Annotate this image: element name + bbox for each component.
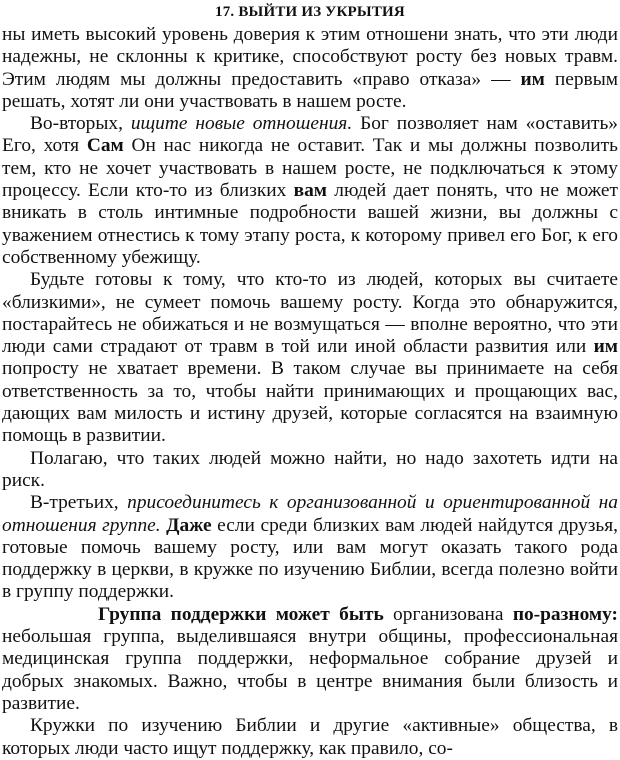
paragraph-5 [2,492,618,603]
text-run: первым решать, хотят ли они участвовать в нашем росте. [2,68,618,112]
bold-run: Даже [166,514,212,536]
bold-run: по-разному: [512,603,619,625]
bold-run: вам [293,180,328,202]
text-run: Бог позволяет нам «оставить» Его, хотя [2,113,618,157]
text-run: Будьте готовы к тому, что кто-то из людей, которых вы считаете «близкими», не сумеет помочь вашему росту. Когда это обнаружится, постарайтесь не обижаться и не возмущаться — вполне вероятно, что эти люди сами страдают от травм в той или иной области развития или [2,269,618,358]
paragraph-4: Полагаю, что таких людей можно найти, но надо захотеть идти на риск. [2,447,618,491]
paragraph-1 [2,24,618,113]
paragraph-6 [2,604,618,715]
paragraph-7: Кружки по изучению Библии и другие «активные» общества, в которых люди часто ищут поддержку, как правило, со- [2,715,618,759]
paragraph-3 [2,269,618,447]
running-header: 17. ВЫЙТИ ИЗ УКРЫТИЯ [215,4,405,20]
page-body [2,24,618,760]
bold-run: им [520,68,545,90]
bold-run: Сам [86,135,124,157]
text-run: В-третьих, [30,492,128,514]
text-run: Он нас никогда не оставит. Так и мы должны позволить тем, кто не хочет участвовать в нашем росте, не подключаться к этому процессу. Если кто-то из близких [2,135,619,202]
bold-run: Группа поддержки может быть [98,603,384,625]
text-run: людей дает понять, что не может вникать в столь интимные подробности вашей жизни, вы должны с уважением отнестись к тому этапу роста, к которому привел его Бог, к его собственному убежищу. [2,180,618,268]
italic-run: ищите новые отношения. [130,113,353,135]
bold-run: им [593,336,618,358]
text-run: ны иметь высокий уровень доверия к этим отношени знать, что эти люди надежны, не склонны к критике, способствуют росту без новых травм. Этим людям мы должны предоставить «право отказа» — [2,24,618,90]
text-run: организована [383,603,513,625]
paragraph-2 [2,113,618,269]
text-run: Во-вторых, [30,113,131,135]
text-run: если среди близких вам людей найдутся друзья, готовые помочь вашему росту, или вам могут оказать такого рода поддержку в церкви, в кружке по изучению Библии, всегда полезно войти в группу поддержки. [2,514,618,603]
italic-run: присоединитесь к организованной и ориентированной на отношения группе. [2,492,618,536]
text-run: небольшая группа, выделившаяся внутри общины, профессиональная медицинская группа поддержки, неформальное собрание друзей и добрых знакомых. Важно, чтобы в центре внимания были близость и развитие. [2,626,618,714]
text-run: попросту не хватает времени. В таком случае вы принимаете на себя ответственность за то, чтобы найти принимающих и прощающих вас, дающих вам милость и истину друзей, которые согласятся на взаимную помощь в развитии. [2,358,618,447]
